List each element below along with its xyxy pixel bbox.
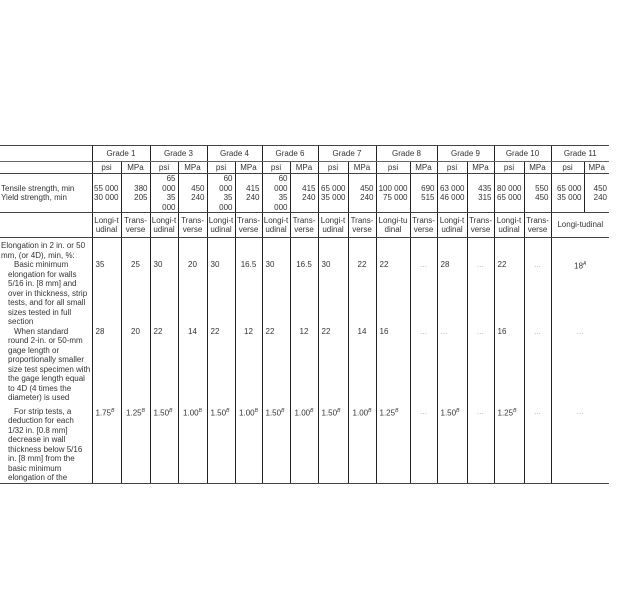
unit-mpa: MPa — [348, 162, 376, 174]
strip-number: 1.25 — [379, 408, 396, 418]
empty-cell — [262, 238, 290, 261]
basic-value — [551, 260, 609, 327]
direction-cell: Trans-verse — [467, 213, 494, 238]
yield-mpa: 240 — [302, 193, 316, 202]
unit-psi: psi — [376, 162, 410, 174]
unit-mpa: MPa — [178, 162, 207, 174]
strip-number: ... — [420, 406, 427, 416]
strength-mpa — [121, 174, 150, 213]
strength-mpa — [348, 174, 376, 213]
basic-value — [121, 260, 150, 327]
grade-header: Grade 8 — [376, 146, 437, 162]
basic-number: 30 — [153, 260, 163, 269]
empty-cell — [207, 238, 235, 261]
round-number: ... — [534, 326, 541, 336]
basic-value — [290, 260, 318, 327]
direction-cell: Trans-verse — [524, 213, 551, 238]
unit-psi: psi — [92, 162, 121, 174]
round-number: 12 — [299, 326, 309, 336]
strip-number: 1.75 — [95, 408, 112, 418]
basic-value — [467, 260, 494, 327]
basic-number: 16.5 — [240, 260, 257, 269]
strip-number: 1.25 — [497, 408, 514, 418]
basic-label: Basic minimum elongation for walls 5/16 in. [8 mm] and over in thickness, strip tests, and for all small sizes tested in full section — [8, 260, 88, 326]
strength-mpa — [467, 174, 494, 213]
round-value — [262, 327, 290, 407]
strength-mpa — [524, 174, 551, 213]
strip-number: 1.50 — [210, 408, 227, 418]
grade-header: Grade 7 — [318, 146, 376, 162]
strip-value — [437, 407, 467, 484]
tensile-psi: 65 000 — [321, 183, 346, 193]
basic-number: 30 — [210, 260, 220, 269]
unit-mpa: MPa — [235, 162, 262, 174]
unit-psi: psi — [150, 162, 178, 174]
strip-number: 1.00 — [352, 408, 369, 418]
footnote-mark: B — [226, 407, 230, 414]
strip-number: 1.50 — [265, 408, 282, 418]
strip-number: ... — [576, 406, 584, 416]
yield-psi: 65 000 — [497, 193, 522, 202]
footnote-mark: B — [337, 407, 341, 414]
round-value — [376, 327, 410, 407]
round-value — [551, 327, 609, 407]
basic-value — [235, 260, 262, 327]
basic-number: 20 — [188, 260, 197, 269]
basic-number: 30 — [265, 260, 275, 269]
basic-value — [318, 260, 348, 327]
grade-header: Grade 1 — [92, 146, 150, 162]
basic-number: 16.5 — [296, 260, 312, 269]
yield-mpa: 240 — [191, 193, 205, 202]
strength-psi — [318, 174, 348, 213]
basic-number: 22 — [357, 260, 367, 269]
tensile-psi: 63 000 — [440, 183, 465, 193]
strip-value — [178, 407, 207, 484]
basic-number: 25 — [131, 260, 140, 269]
strength-mpa — [290, 174, 318, 213]
table-row — [0, 146, 609, 162]
strip-number: 1.00 — [239, 408, 255, 418]
empty-cell — [376, 238, 410, 261]
tensile-psi: 60 000 — [274, 174, 288, 193]
direction-cell: Trans-verse — [410, 213, 437, 238]
basic-number: ... — [534, 260, 541, 269]
direction-cell: Trans-verse — [235, 213, 262, 238]
round-number: 28 — [95, 326, 105, 336]
strip-value — [262, 407, 290, 484]
grade-header: Grade 9 — [437, 146, 494, 162]
round-value — [437, 327, 467, 407]
footnote-mark: B — [111, 407, 115, 414]
basic-number: ... — [420, 260, 427, 269]
unit-psi: psi — [551, 162, 584, 174]
footnote-mark: A — [583, 261, 587, 267]
footnote-mark: B — [395, 407, 399, 414]
round-number: ... — [477, 326, 484, 336]
strength-mpa — [584, 174, 609, 213]
footnote-mark: B — [141, 407, 145, 414]
strength-psi — [376, 174, 410, 213]
strip-number: 1.50 — [321, 408, 338, 418]
direction-cell: Longi-tudinal — [92, 213, 121, 238]
basic-value — [437, 260, 467, 327]
basic-number: 22 — [497, 260, 507, 269]
empty-cell — [318, 238, 348, 261]
yield-mpa: 515 — [421, 193, 435, 202]
empty-cell — [178, 238, 207, 261]
round-number: 12 — [244, 326, 253, 336]
yield-psi: 35 000 — [274, 193, 288, 212]
direction-cell: Trans-verse — [290, 213, 318, 238]
round-value — [235, 327, 262, 407]
yield-mpa: 240 — [246, 193, 260, 202]
strip-value — [290, 407, 318, 484]
empty-cell — [121, 238, 150, 261]
strength-psi — [494, 174, 524, 213]
yield-psi: 30 000 — [94, 193, 119, 202]
footnote-mark: B — [456, 407, 460, 414]
unit-psi: psi — [437, 162, 467, 174]
strength-psi — [92, 174, 121, 213]
direction-cell: Longi-tudinal — [494, 213, 524, 238]
unit-psi: psi — [262, 162, 290, 174]
strength-psi — [551, 174, 584, 213]
direction-cell: Longi-tudinal — [551, 213, 609, 238]
round-number: 16 — [379, 326, 389, 336]
round-value — [150, 327, 178, 407]
strength-psi — [437, 174, 467, 213]
footnote-mark: B — [169, 407, 173, 414]
round-value — [178, 327, 207, 407]
tensile-psi: 60 000 — [219, 174, 233, 193]
strength-mpa — [235, 174, 262, 213]
strip-value — [207, 407, 235, 484]
corner-cell — [0, 146, 92, 162]
basic-value — [348, 260, 376, 327]
round-number: 20 — [131, 326, 140, 336]
footnote-mark: B — [198, 407, 202, 414]
tensile-mpa: 380 — [134, 183, 148, 193]
unit-psi: psi — [494, 162, 524, 174]
basic-number: 30 — [321, 260, 331, 269]
grade-header: Grade 3 — [150, 146, 207, 162]
basic-value — [494, 260, 524, 327]
yield-psi: 35 000 — [219, 193, 233, 212]
round-value — [410, 327, 437, 407]
basic-number: ... — [477, 260, 484, 269]
strip-value — [551, 407, 609, 484]
basic-value — [207, 260, 235, 327]
strip-value — [410, 407, 437, 484]
round-value — [467, 327, 494, 407]
strip-value — [348, 407, 376, 484]
round-number: ... — [576, 326, 584, 336]
unit-psi: psi — [207, 162, 235, 174]
tensile-mpa: 690 — [421, 183, 435, 193]
tensile-mpa: 450 — [360, 183, 374, 193]
round-number: 22 — [265, 326, 275, 336]
strip-value — [494, 407, 524, 484]
strength-psi — [262, 174, 290, 213]
empty-cell — [524, 238, 551, 261]
yield-mpa: 205 — [134, 193, 148, 202]
strip-value — [318, 407, 348, 484]
tensile-psi: 100 000 — [378, 183, 408, 193]
unit-mpa: MPa — [467, 162, 494, 174]
strip-value — [121, 407, 150, 484]
tensile-label: Tensile strength, min — [1, 183, 75, 193]
unit-mpa: MPa — [290, 162, 318, 174]
direction-label-cell — [0, 213, 92, 238]
footnote-mark: B — [513, 407, 517, 414]
yield-mpa: 315 — [478, 193, 492, 202]
round-number: ... — [420, 326, 427, 336]
direction-cell: Longi-tudinal — [262, 213, 290, 238]
round-number: ... — [440, 326, 448, 336]
table-row — [0, 238, 609, 261]
strength-psi — [207, 174, 235, 213]
grade-header: Grade 10 — [494, 146, 551, 162]
basic-value — [92, 260, 121, 327]
footnote-mark: B — [281, 407, 285, 414]
table-row — [0, 162, 609, 174]
footnote-mark: B — [310, 407, 314, 414]
units-label-cell — [0, 162, 92, 174]
yield-mpa: 450 — [535, 193, 549, 202]
footnote-mark: B — [254, 407, 258, 414]
strip-number: ... — [477, 406, 484, 416]
yield-psi: 75 000 — [383, 193, 408, 202]
table-row — [0, 327, 609, 407]
basic-number: 22 — [379, 260, 389, 269]
yield-mpa: 240 — [593, 193, 607, 202]
empty-cell — [235, 238, 262, 261]
round-number: 22 — [321, 326, 331, 336]
yield-psi: 35 000 — [321, 193, 346, 202]
round-value — [121, 327, 150, 407]
direction-cell: Longi-tudinal — [207, 213, 235, 238]
round-value — [524, 327, 551, 407]
yield-psi: 46 000 — [440, 193, 465, 202]
direction-cell: Longi-tudinal — [150, 213, 178, 238]
tensile-mpa: 550 — [535, 183, 549, 193]
unit-mpa: MPa — [524, 162, 551, 174]
empty-cell — [437, 238, 467, 261]
tensile-mpa: 450 — [593, 183, 607, 193]
strip-value — [467, 407, 494, 484]
round-number: 14 — [357, 326, 367, 336]
tensile-psi: 55 000 — [94, 183, 119, 193]
round-number: 22 — [153, 326, 163, 336]
grade-header: Grade 11 — [551, 146, 609, 162]
strip-number: 1.50 — [153, 408, 170, 418]
label-round — [0, 327, 92, 407]
strength-psi — [150, 174, 178, 213]
tensile-psi: 80 000 — [497, 183, 522, 193]
strength-mpa — [178, 174, 207, 213]
round-number: 22 — [210, 326, 220, 336]
round-value — [494, 327, 524, 407]
strength-labels — [0, 174, 92, 213]
tensile-mpa: 450 — [191, 183, 205, 193]
round-value — [207, 327, 235, 407]
empty-cell — [150, 238, 178, 261]
footnote-mark: B — [368, 407, 372, 414]
round-number: 14 — [188, 326, 197, 336]
basic-value — [376, 260, 410, 327]
strip-value — [150, 407, 178, 484]
round-label: When standard round 2-in. or 50-mm gage length or proportionally smaller size test specimen with the gage length equal to 4D (4 times the diameter) is used — [8, 326, 91, 402]
table-row — [0, 213, 609, 238]
grade-header: Grade 6 — [262, 146, 318, 162]
strip-label: For strip tests, a deduction for each 1/32 in. [0.8 mm] decrease in wall thickness below 5/16 in. [8 mm] from the basic minimum elongation of the — [8, 406, 83, 482]
direction-cell: Trans-verse — [178, 213, 207, 238]
unit-mpa: MPa — [410, 162, 437, 174]
strip-number: 1.25 — [126, 408, 142, 418]
round-value — [348, 327, 376, 407]
direction-cell: Longi-tudinal — [376, 213, 410, 238]
tensile-psi: 65 000 — [557, 183, 582, 193]
strip-number: 1.00 — [183, 408, 199, 418]
basic-number: 35 — [95, 260, 105, 269]
empty-cell — [348, 238, 376, 261]
empty-cell — [410, 238, 437, 261]
tensile-requirements-table — [0, 145, 609, 484]
label-strip — [0, 407, 92, 484]
empty-cell — [290, 238, 318, 261]
round-value — [290, 327, 318, 407]
direction-cell: Longi-tudinal — [437, 213, 467, 238]
strength-mpa — [410, 174, 437, 213]
elongation-intro: Elongation in 2 in. or 50 mm, (or 4D), min, %: — [1, 241, 86, 260]
strip-value — [235, 407, 262, 484]
basic-number: 28 — [440, 260, 450, 269]
unit-mpa: MPa — [121, 162, 150, 174]
tensile-mpa: 415 — [246, 183, 260, 193]
direction-cell: Trans-verse — [121, 213, 150, 238]
table-row — [0, 174, 609, 213]
tensile-psi: 65 000 — [162, 174, 176, 193]
basic-value — [150, 260, 178, 327]
empty-cell — [467, 238, 494, 261]
table-row — [0, 407, 609, 484]
basic-number: 18 — [574, 261, 584, 271]
empty-cell — [551, 238, 609, 261]
strip-number: 1.00 — [294, 408, 311, 418]
round-value — [92, 327, 121, 407]
yield-label: Yield strength, min — [1, 193, 67, 202]
basic-value — [410, 260, 437, 327]
round-value — [318, 327, 348, 407]
table-row — [0, 260, 609, 327]
strip-number: ... — [534, 406, 541, 416]
empty-cell — [494, 238, 524, 261]
label-basic — [0, 260, 92, 327]
empty-cell — [92, 238, 121, 261]
tensile-mpa: 415 — [302, 183, 316, 193]
direction-cell: Trans-verse — [348, 213, 376, 238]
unit-psi: psi — [318, 162, 348, 174]
strip-value — [524, 407, 551, 484]
strip-value — [376, 407, 410, 484]
strip-number: 1.50 — [440, 408, 457, 418]
properties-table-container — [0, 145, 620, 484]
unit-mpa: MPa — [584, 162, 609, 174]
yield-psi: 35 000 — [557, 193, 582, 202]
round-number: 16 — [497, 326, 507, 336]
basic-value — [524, 260, 551, 327]
strip-value — [92, 407, 121, 484]
tensile-mpa: 435 — [478, 183, 492, 193]
grade-header: Grade 4 — [207, 146, 262, 162]
basic-value — [178, 260, 207, 327]
yield-mpa: 240 — [360, 193, 374, 202]
direction-cell: Longi-tudinal — [318, 213, 348, 238]
yield-psi: 35 000 — [162, 193, 176, 212]
basic-value — [262, 260, 290, 327]
